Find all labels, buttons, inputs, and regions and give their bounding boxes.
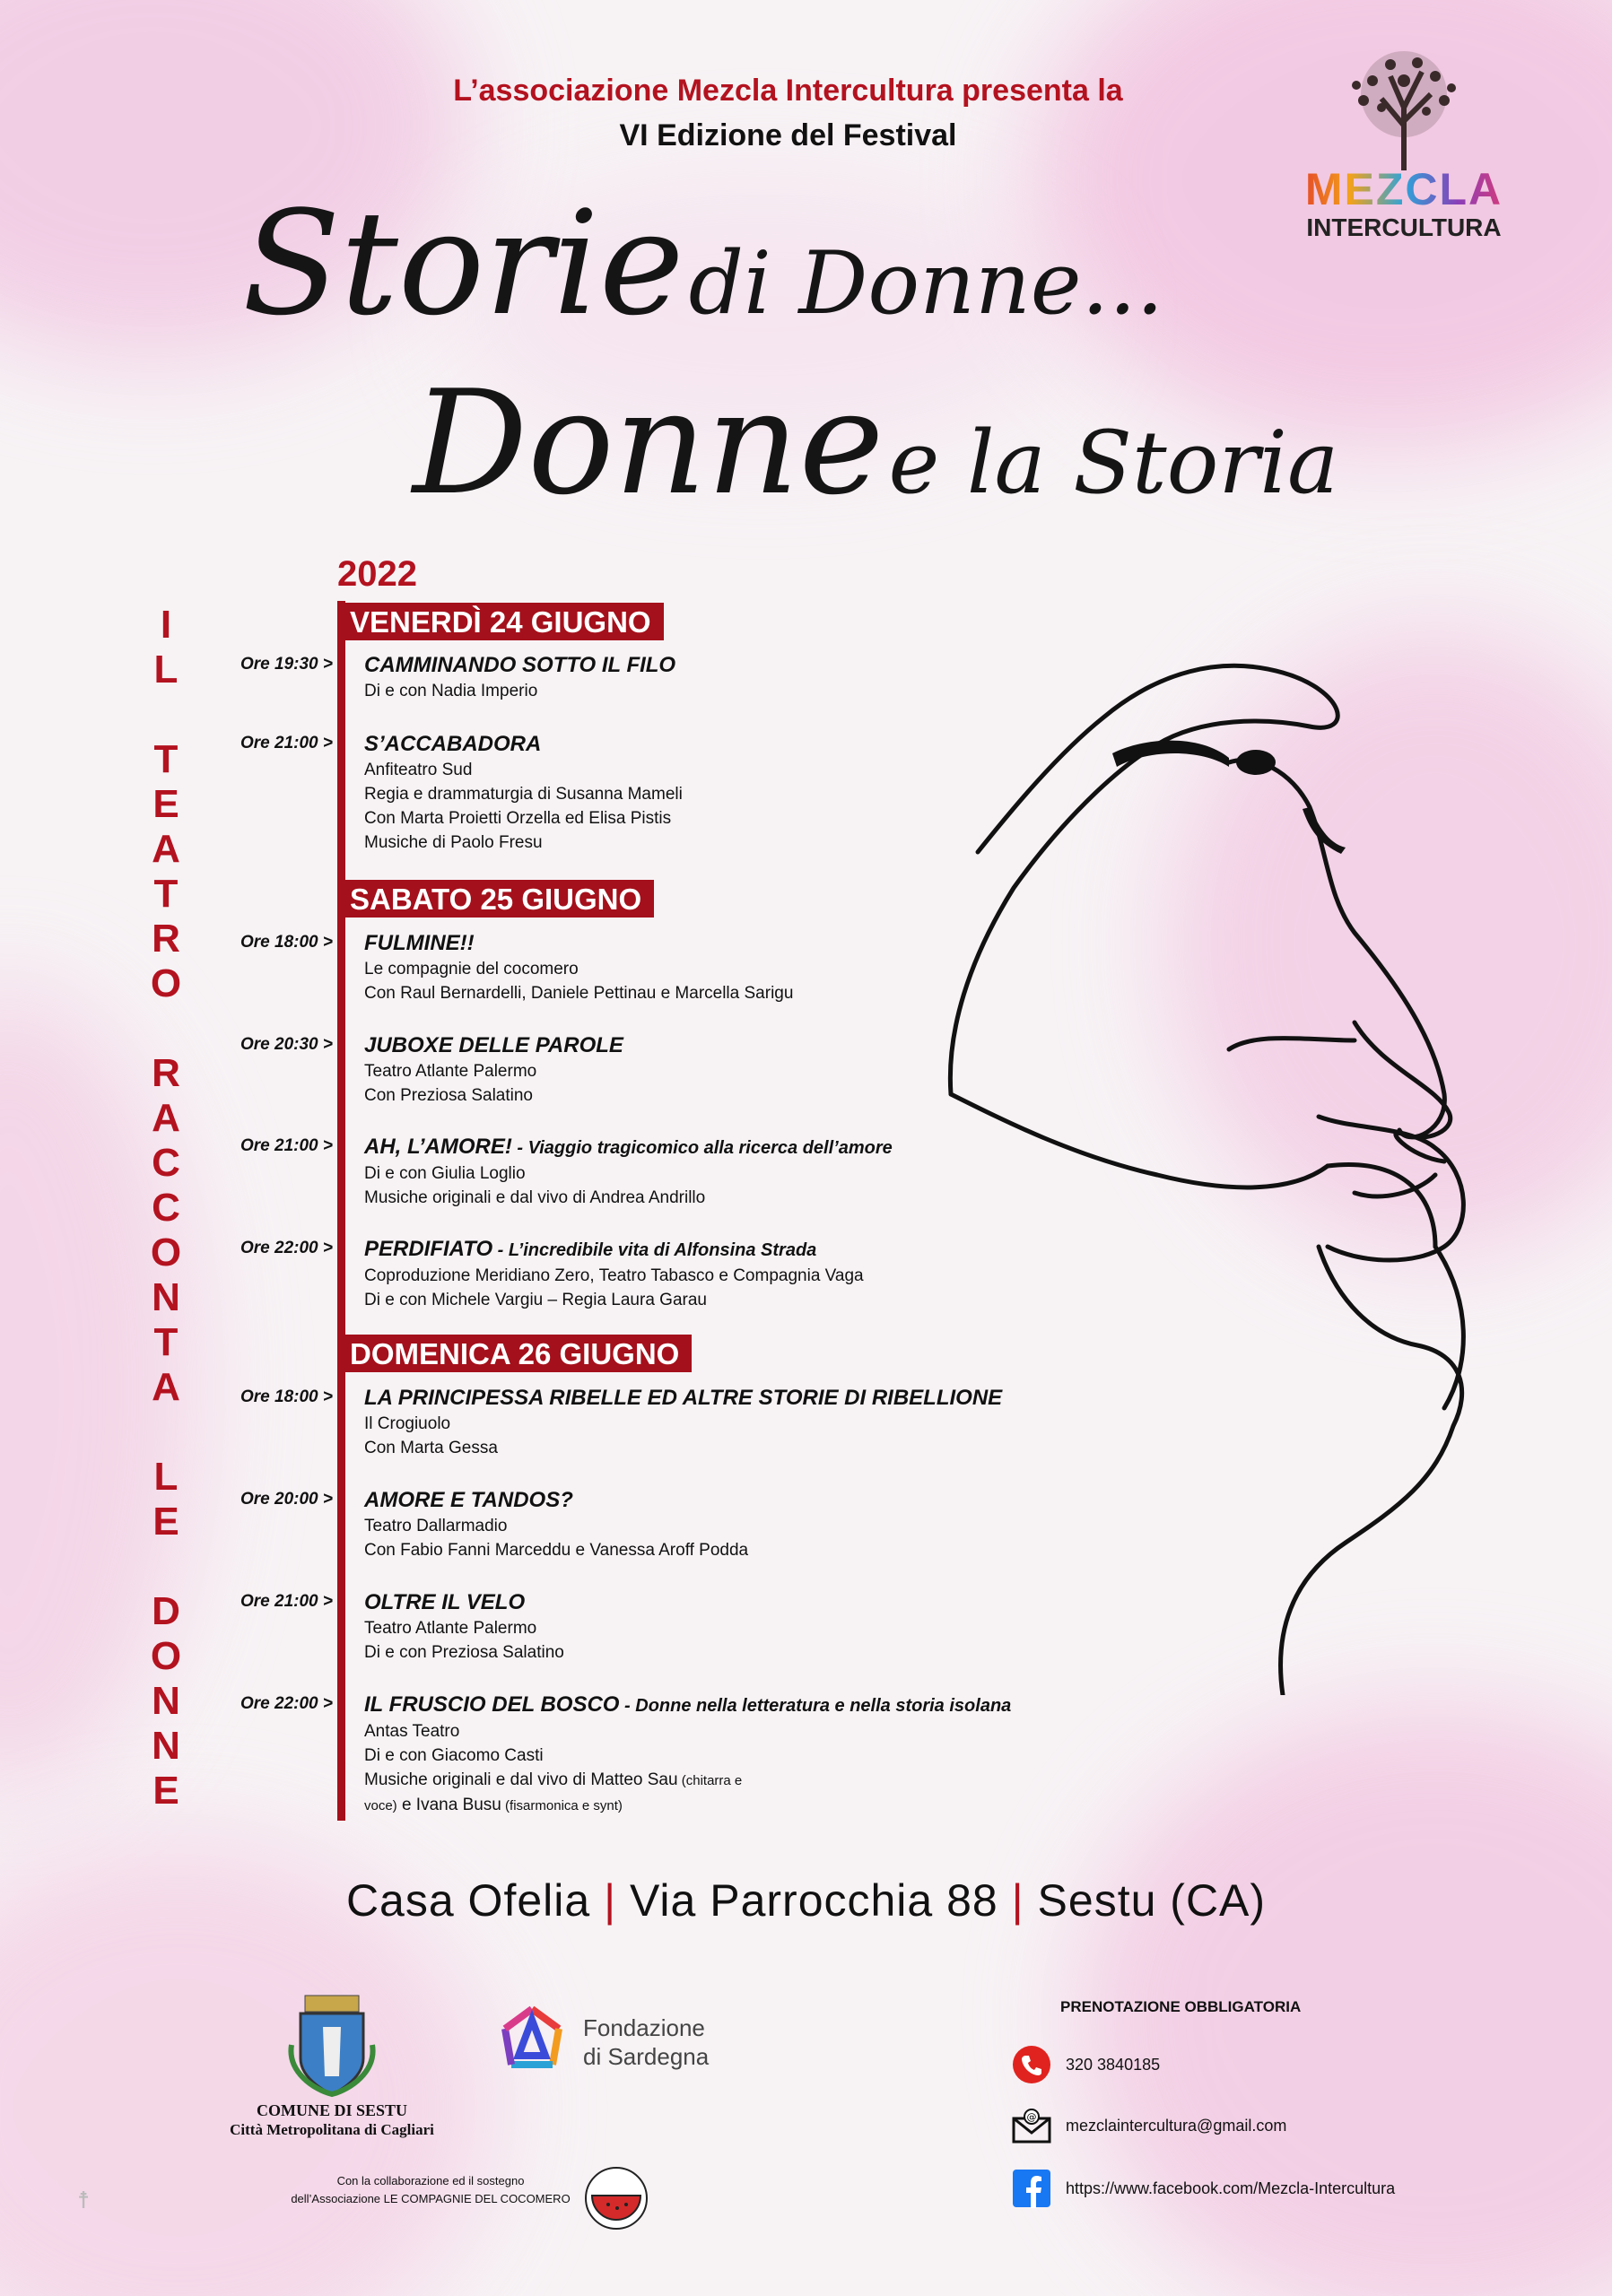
event-title: AMORE E TANDOS? <box>364 1488 573 1512</box>
event-line: Con Marta Proietti Orzella ed Elisa Pistis <box>364 809 672 828</box>
tree-icon <box>1292 45 1516 170</box>
event-line: Teatro Dallarmadio <box>364 1517 508 1535</box>
collaboration-note-2: dell’Associazione LE COMPAGNIE DEL COCOMERO <box>291 2192 571 2205</box>
event-title: CAMMINANDO SOTTO IL FILO <box>364 653 676 677</box>
title-line-1 <box>242 179 1163 347</box>
event-line: Di e con Michele Vargiu – Regia Laura Garau <box>364 1291 707 1309</box>
cocomero-logo-icon <box>583 2165 649 2231</box>
event-time: Ore 20:00 > <box>240 1490 333 1509</box>
event-line: Con Fabio Fanni Marceddu e Vanessa Aroff Podda <box>364 1541 749 1560</box>
event-line: Con Marta Gessa <box>364 1439 498 1457</box>
event-time: Ore 21:00 > <box>240 1592 333 1611</box>
booking-heading: PRENOTAZIONE OBBLIGATORIA <box>1060 1998 1302 2015</box>
facebook-link[interactable]: https://www.facebook.com/Mezcla-Intercultura <box>1066 2179 1396 2197</box>
event-line: Musiche originali e dal vivo di Matteo Sau (chitarra e <box>364 1770 743 1789</box>
event-line: Di e con Giulia Loglio <box>364 1164 526 1183</box>
email-address[interactable]: mezclaintercultura@gmail.com <box>1066 2117 1287 2135</box>
phone-number[interactable]: 320 3840185 <box>1066 2056 1161 2074</box>
event-line: Coproduzione Meridiano Zero, Teatro Tabasco e Compagnia Vaga <box>364 1266 864 1285</box>
year: 2022 <box>337 554 417 594</box>
face-line-drawing <box>933 619 1561 1695</box>
venue-line <box>0 1874 1612 1926</box>
corner-mark-icon: ☨ <box>77 2187 91 2213</box>
title-di-donne: di Donne... <box>688 233 1164 334</box>
event-time: Ore 20:30 > <box>240 1035 333 1054</box>
logo-word-2: INTERCULTURA <box>1306 213 1502 241</box>
phone-icon <box>1012 2045 1051 2084</box>
event-line: Teatro Atlante Palermo <box>364 1062 537 1081</box>
day-header-saturday: SABATO 25 GIUGNO <box>341 880 654 918</box>
event-line: voce) e Ivana Busu (fisarmonica e synt) <box>364 1796 623 1814</box>
email-icon <box>1012 2106 1051 2145</box>
svg-text:@: @ <box>1026 2111 1037 2123</box>
event-line: Il Crogiuolo <box>364 1414 451 1433</box>
title-storie: Storie <box>242 179 684 347</box>
event-title: PERDIFIATO <box>364 1237 493 1261</box>
venue-name: Casa Ofelia <box>345 1875 591 1926</box>
event-title: OLTRE IL VELO <box>364 1590 526 1614</box>
event-line: Di e con Preziosa Salatino <box>364 1643 564 1662</box>
event-time: Ore 22:00 > <box>240 1239 333 1257</box>
fondazione-name-2: di Sardegna <box>583 2043 710 2070</box>
event-subtitle: - L’incredibile vita di Alfonsina Strada <box>492 1240 817 1260</box>
title-donne: Donne <box>413 359 884 526</box>
event-time: Ore 22:00 > <box>240 1694 333 1713</box>
event-time: Ore 18:00 > <box>240 1387 333 1406</box>
intro-line-1: L’associazione Mezcla Intercultura presenta la <box>453 74 1123 108</box>
event-line: Anfiteatro Sud <box>364 761 473 779</box>
event-title: JUBOXE DELLE PAROLE <box>364 1033 623 1057</box>
fondazione-name-1: Fondazione <box>583 2014 705 2041</box>
timeline-bar <box>337 601 345 1821</box>
day-header-sunday: DOMENICA 26 GIUGNO <box>341 1335 692 1372</box>
venue-separator: | <box>1011 1875 1024 1926</box>
event-line: Regia e drammaturgia di Susanna Mameli <box>364 785 683 804</box>
comune-name: COMUNE DI SESTU <box>256 2101 408 2119</box>
event-line: Di e con Giacomo Casti <box>364 1746 544 1765</box>
event-line: Con Raul Bernardelli, Daniele Pettinau e Marcella Sarigu <box>364 984 794 1003</box>
event-line: Musiche originali e dal vivo di Andrea Andrillo <box>364 1188 706 1207</box>
day-header-friday: VENERDÌ 24 GIUGNO <box>341 603 664 640</box>
event-title: S’ACCABADORA <box>364 732 542 756</box>
event-line: Con Preziosa Salatino <box>364 1086 533 1105</box>
event-subtitle: - Donne nella letteratura e nella storia isolana <box>619 1696 1012 1716</box>
event-line: Le compagnie del cocomero <box>364 960 579 978</box>
comune-crest-icon <box>278 1991 386 2099</box>
fondazione-logo-icon <box>492 2002 572 2083</box>
event-time: Ore 21:00 > <box>240 734 333 752</box>
event-line: Teatro Atlante Palermo <box>364 1619 537 1638</box>
logo-word-1: MEZCLA <box>1295 163 1512 215</box>
event-line: Di e con Nadia Imperio <box>364 682 538 700</box>
event-time: Ore 19:30 > <box>240 655 333 674</box>
venue-city: Sestu (CA) <box>1037 1875 1267 1926</box>
facebook-icon <box>1012 2169 1051 2208</box>
event-line: Musiche di Paolo Fresu <box>364 833 543 852</box>
event-time: Ore 21:00 > <box>240 1136 333 1155</box>
title-line-2 <box>413 359 1338 526</box>
side-vertical-title: I L T E A T R O R A C C O N T A L E D O N N E <box>150 603 182 1813</box>
event-subtitle: - Viaggio tragicomico alla ricerca dell’amore <box>511 1138 893 1158</box>
event-line: Antas Teatro <box>364 1722 460 1741</box>
mezcla-logo <box>1292 45 1516 242</box>
event-title: AH, L’AMORE! <box>364 1135 512 1159</box>
intro-line-2: VI Edizione del Festival <box>619 118 957 152</box>
event-title: IL FRUSCIO DEL BOSCO <box>364 1692 620 1717</box>
event-title: FULMINE!! <box>364 931 475 955</box>
event-title: LA PRINCIPESSA RIBELLE ED ALTRE STORIE DI RIBELLIONE <box>364 1386 1003 1410</box>
venue-address: Via Parrocchia 88 <box>629 1875 998 1926</box>
collaboration-note-1: Con la collaborazione ed il sostegno <box>336 2174 525 2187</box>
venue-separator: | <box>604 1875 617 1926</box>
title-e-la-storia: e la Storia <box>888 413 1339 513</box>
event-time: Ore 18:00 > <box>240 933 333 952</box>
comune-subtitle: Città Metropolitana di Cagliari <box>230 2121 434 2138</box>
